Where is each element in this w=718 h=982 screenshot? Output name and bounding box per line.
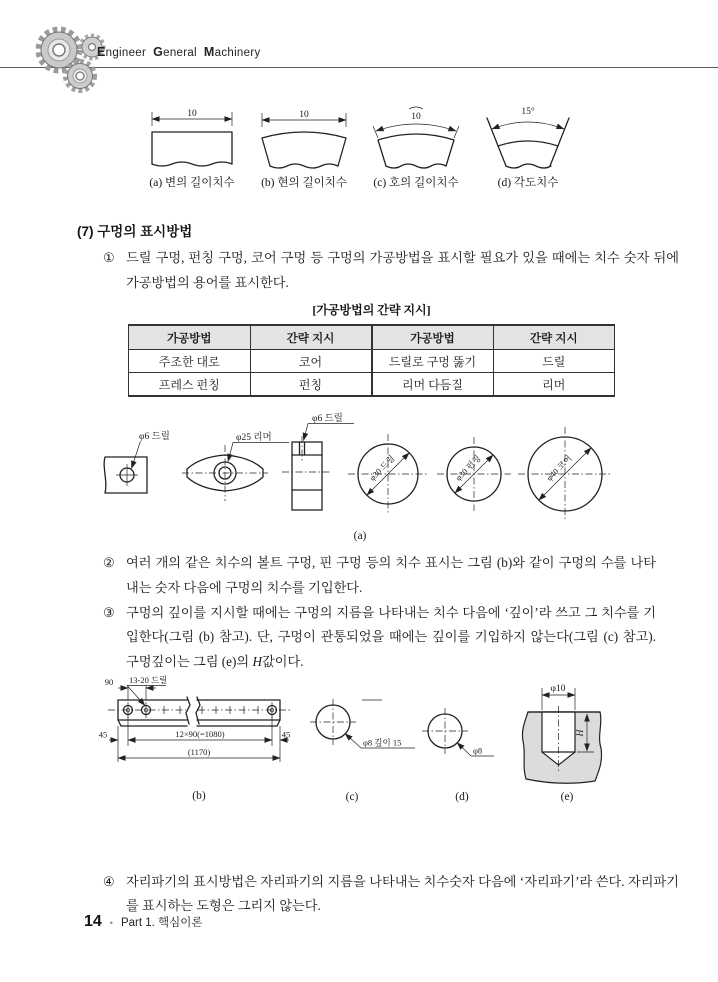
column-header: 가공방법 bbox=[372, 325, 494, 350]
dim-label: 10 bbox=[187, 109, 197, 119]
table-cell: 프레스 펀칭 bbox=[129, 373, 251, 397]
figure-side-length bbox=[138, 104, 246, 190]
figure-e-section bbox=[522, 684, 601, 803]
figure-caption: (d) bbox=[455, 791, 469, 803]
figure-caption: (a) bbox=[353, 530, 367, 542]
paragraph-text: 값이다. bbox=[261, 654, 304, 670]
figure-arc-length bbox=[362, 104, 470, 190]
figure-a-hole-labels bbox=[90, 405, 625, 545]
section-heading: (7) 구멍의 표시방법 bbox=[77, 224, 193, 239]
column-header: 가공방법 bbox=[129, 325, 251, 350]
table-cell: 주조한 대로 bbox=[129, 350, 251, 373]
diameter-label: φ40 코어 bbox=[544, 453, 574, 483]
dim-label: 90 bbox=[104, 677, 114, 687]
leader-label: φ8 깊이 15 bbox=[363, 737, 402, 748]
figure-caption: (e) bbox=[560, 791, 574, 803]
list-marker: ② bbox=[103, 555, 115, 570]
chord-length-drawing bbox=[250, 104, 358, 170]
table-row bbox=[129, 373, 615, 397]
leader-label: 13-20 드릴 bbox=[129, 675, 168, 685]
dimension-type-figures bbox=[138, 104, 586, 190]
table-cell: 드릴로 구멍 뚫기 bbox=[372, 350, 494, 373]
list-marker: ④ bbox=[103, 873, 115, 889]
brand-initial: E bbox=[97, 45, 106, 59]
diameter-label: φ30 펀칭 bbox=[453, 453, 483, 483]
dim-label: 12×90(=1080) bbox=[175, 729, 225, 739]
brand-initial: M bbox=[203, 45, 215, 59]
table-cell: 펀칭 bbox=[250, 373, 372, 397]
paragraph-text: 구멍의 깊이를 지시할 때에는 구멍의 지름을 나타내는 치수 다음에 ‘깊이’라 쓰고 그 치수를 기입한다(그림 (b) 참고). 단, 구멍이 관통되었을 때에는 깊이를 기입하지 않는다(그림 (c) 참고). 구멍깊이는 그림 (e)의 bbox=[126, 604, 656, 670]
dim-label: 45 bbox=[98, 729, 108, 740]
table-row bbox=[129, 350, 615, 373]
brand-initial: G bbox=[153, 45, 164, 59]
leader-label: φ8 bbox=[473, 745, 483, 756]
table-cell: 리머 다듬질 bbox=[372, 373, 494, 397]
leader-label: φ6 드릴 bbox=[139, 432, 170, 442]
dim-label: 10 bbox=[411, 112, 421, 122]
dim-label: 10 bbox=[299, 110, 309, 120]
figure-caption: (c) bbox=[345, 791, 359, 803]
figure-caption: (d) 각도치수 bbox=[497, 177, 559, 189]
page-footer bbox=[84, 913, 202, 931]
figure-caption: (b) bbox=[192, 790, 206, 802]
figure-caption: (a) 변의 길이치수 bbox=[149, 177, 235, 189]
diameter-label: φ30 드릴 bbox=[367, 453, 397, 483]
dim-label: φ10 bbox=[550, 684, 566, 694]
table-cell: 리머 bbox=[493, 373, 615, 397]
brand-title: Engineer General Machinery bbox=[97, 45, 261, 59]
figure-d-through-hole bbox=[422, 708, 494, 803]
figure-b-bar bbox=[99, 675, 291, 802]
paragraph-3 bbox=[103, 601, 656, 675]
column-header: 간략 지시 bbox=[493, 325, 615, 350]
arc-length-drawing bbox=[362, 104, 470, 170]
gears-icon bbox=[25, 20, 117, 98]
figure-angle bbox=[474, 104, 582, 190]
figure-chord-length bbox=[250, 104, 358, 190]
paragraph-block bbox=[103, 551, 656, 675]
paragraph-text: 여러 개의 같은 치수의 볼트 구멍, 핀 구멍 등의 치수 표시는 그림 (b)와 같이 구멍의 수를 나타내는 숫자 다음에 구멍의 치수를 기입한다. bbox=[126, 555, 656, 595]
paragraph-text: 자리파기의 표시방법은 자리파기의 지름을 나타내는 치수숫자 다음에 ‘자리파기’라 쓴다. 자리파기를 표시하는 도형은 그리지 않는다. bbox=[126, 873, 679, 914]
dim-label: 15° bbox=[521, 107, 535, 117]
table-cell: 코어 bbox=[250, 350, 372, 373]
dim-label: (1170) bbox=[187, 747, 211, 757]
figure-c-hole-depth bbox=[310, 699, 415, 803]
table-cell: 드릴 bbox=[493, 350, 615, 373]
page-number: 14 bbox=[84, 913, 102, 930]
table-caption: [가공방법의 간략 지시] bbox=[312, 303, 431, 317]
depth-symbol: H bbox=[252, 654, 262, 670]
leader-label: φ25 리머 bbox=[236, 433, 272, 443]
table-header-row bbox=[129, 325, 615, 350]
paragraph-4 bbox=[103, 870, 679, 920]
list-marker: ① bbox=[103, 250, 115, 265]
angle-drawing bbox=[474, 104, 582, 170]
column-header: 간략 지시 bbox=[250, 325, 372, 350]
list-marker: ③ bbox=[103, 604, 115, 620]
paragraph-2 bbox=[103, 551, 656, 601]
footer-bullet: • bbox=[109, 918, 113, 928]
leader-label: φ6 드릴 bbox=[312, 414, 343, 424]
dim-label: 45 bbox=[281, 729, 291, 740]
paragraph-1 bbox=[103, 246, 679, 296]
figure-caption: (c) 호의 길이치수 bbox=[373, 177, 459, 189]
figure-bcde-row bbox=[90, 666, 640, 814]
side-length-drawing bbox=[138, 104, 246, 170]
paragraph-text: 드릴 구멍, 펀칭 구멍, 코어 구멍 등 구멍의 가공방법을 표시할 필요가 있을 때에는 치수 숫자 뒤에 가공방법의 용어를 표시한다. bbox=[126, 250, 679, 290]
figure-caption: (b) 현의 길이치수 bbox=[261, 177, 347, 189]
depth-dim-label: H bbox=[576, 729, 586, 737]
footer-text: Part 1. 핵심이론 bbox=[120, 917, 203, 929]
machining-method-table bbox=[128, 324, 615, 397]
